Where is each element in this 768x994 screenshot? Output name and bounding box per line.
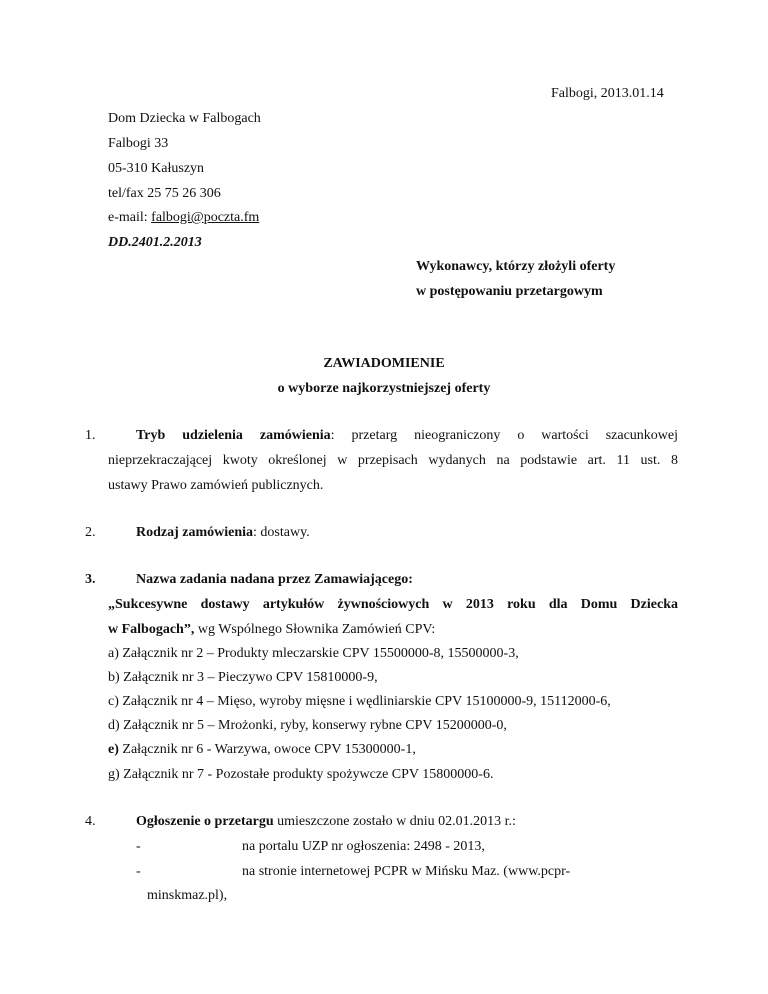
list-item-b: b) Załącznik nr 3 – Pieczywo CPV 15810000-9,	[108, 670, 378, 685]
sender-name: Dom Dziecka w Falbogach	[108, 111, 261, 126]
section-1-line-3: ustawy Prawo zamówień publicznych.	[108, 478, 324, 493]
document-title: ZAWIADOMIENIE	[323, 356, 445, 371]
section-2-line: Rodzaj zamówienia: dostawy.	[136, 525, 310, 540]
section-3-quote-line-1: „Sukcesywne dostawy artykułów żywnościowych w 2013 roku dla Domu Dziecka	[108, 597, 678, 612]
list-item-c: c) Załącznik nr 4 – Mięso, wyroby mięsne i wędliniarskie CPV 15100000-9, 15112000-6,	[108, 694, 611, 709]
section-4-number: 4.	[85, 814, 96, 829]
section-3-number: 3.	[85, 572, 96, 587]
sender-email-line	[108, 209, 259, 227]
bullet-2-text: na stronie internetowej PCPR w Mińsku Maz. (www.pcpr-	[242, 864, 571, 879]
section-1-number: 1.	[85, 428, 96, 443]
sender-street: Falbogi 33	[108, 136, 169, 151]
sender-phone: tel/fax 25 75 26 306	[108, 186, 221, 201]
bullet-2-dash: -	[136, 864, 141, 879]
section-2-number: 2.	[85, 525, 96, 540]
section-1-line-1: Tryb udzielenia zamówienia: przetarg nieograniczony o wartości szacunkowej	[136, 428, 679, 443]
reference-number: DD.2401.2.2013	[108, 235, 202, 250]
email-link[interactable]: falbogi@poczta.fm	[151, 210, 260, 225]
list-item-g: g) Załącznik nr 7 - Pozostałe produkty spożywcze CPV 15800000-6.	[108, 767, 494, 782]
place-date: Falbogi, 2013.01.14	[551, 86, 664, 101]
list-item-e: e) Załącznik nr 6 - Warzywa, owoce CPV 15300000-1,	[108, 742, 416, 757]
section-4-heading: Ogłoszenie o przetargu	[136, 814, 274, 829]
sender-city: 05-310 Kałuszyn	[108, 161, 205, 176]
section-2-heading: Rodzaj zamówienia	[136, 525, 254, 540]
bullet-1-dash: -	[136, 839, 141, 854]
email-label: e-mail:	[108, 210, 152, 225]
section-1-line-2: nieprzekraczającej kwoty określonej w przepisach wydanych na podstawie art. 11 ust. 8	[108, 453, 678, 468]
list-item-a: a) Załącznik nr 2 – Produkty mleczarskie CPV 15500000-8, 15500000-3,	[108, 646, 519, 661]
section-3-quote-line-2: w Falbogach”, wg Wspólnego Słownika Zamówień CPV:	[108, 622, 436, 637]
document-subtitle: o wyborze najkorzystniejszej oferty	[277, 381, 491, 396]
section-1-heading: Tryb udzielenia zamówienia	[136, 428, 331, 443]
recipient-line-1: Wykonawcy, którzy złożyli oferty	[416, 259, 616, 274]
section-3-heading: Nazwa zadania nadana przez Zamawiającego:	[136, 572, 413, 587]
bullet-1-text: na portalu UZP nr ogłoszenia: 2498 - 2013,	[242, 839, 485, 854]
section-4-line: Ogłoszenie o przetargu umieszczone zostało w dniu 02.01.2013 r.:	[136, 814, 516, 829]
list-item-d: d) Załącznik nr 5 – Mrożonki, ryby, konserwy rybne CPV 15200000-0,	[108, 718, 507, 733]
recipient-line-2: w postępowaniu przetargowym	[416, 284, 603, 299]
bullet-2-continuation: minskmaz.pl),	[147, 888, 228, 903]
